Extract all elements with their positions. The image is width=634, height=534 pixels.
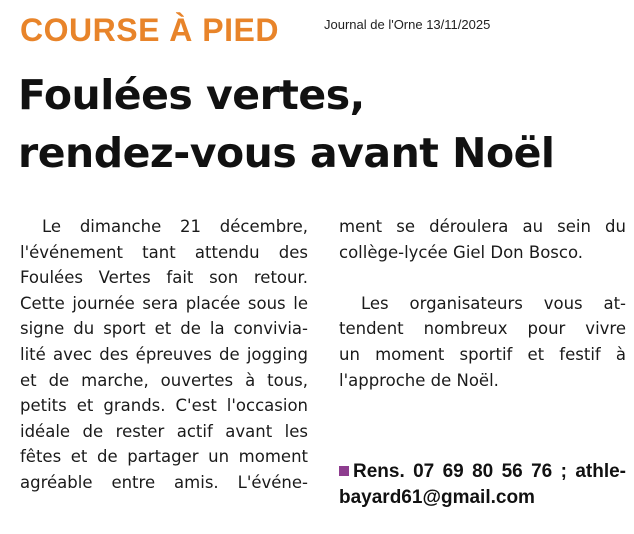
body-line: Les organisateurs vous at- [361,293,626,313]
body-line: et de marche, ouvertes à tous, [20,370,308,390]
body-line: l'événement tant attendu des [20,242,308,262]
body-line: l'approche de Noël. [339,370,499,390]
body-line: fêtes et de partager un moment [20,447,308,467]
headline-line-2: rendez-vous avant Noël [18,129,555,177]
body-line: collège-lycée Giel Don Bosco. [339,242,584,262]
contact-line-1 [339,459,626,485]
contact-phone-email-start: Rens. 07 69 80 56 76 ; athle- [353,461,626,482]
body-line: petits et grands. C'est l'occasion [20,396,308,416]
body-line: signe du sport et de la convivia- [20,319,308,339]
paragraph-spacer [339,265,626,291]
section-rubric: COURSE À PIED [20,12,279,48]
article-column-right [339,214,626,393]
body-line: tendent nombreux pour vivre [339,319,626,339]
body-line: idéale de rester actif avant les [20,421,308,441]
article-headline [18,66,628,182]
square-bullet-icon [339,466,349,476]
body-line: Foulées Vertes fait son retour. [20,268,308,288]
body-line: Cette journée sera placée sous le [20,293,308,313]
body-line: ment se déroulera au sein du [339,217,626,236]
article-column-left [20,214,308,496]
contact-info [339,459,626,511]
contact-email-end: bayard61@gmail.com [339,487,535,508]
body-line: Le dimanche 21 décembre, [42,217,308,236]
headline-line-1: Foulées vertes, [18,71,365,119]
body-line: agréable entre amis. L'événe- [20,472,308,492]
body-line: un moment sportif et festif à [339,344,626,364]
body-line: lité avec des épreuves de jogging [20,344,308,364]
source-credit: Journal de l'Orne 13/11/2025 [324,17,491,32]
